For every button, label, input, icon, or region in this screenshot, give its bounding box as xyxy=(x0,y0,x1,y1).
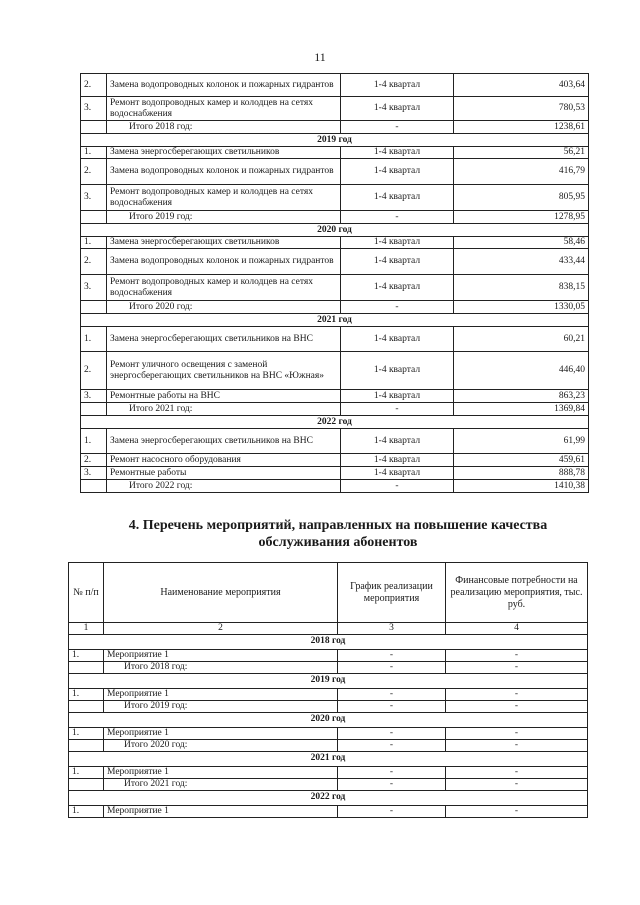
row-number xyxy=(81,480,107,493)
section-4-heading xyxy=(98,517,578,551)
row-period: - xyxy=(341,301,454,314)
table-row xyxy=(81,249,589,275)
row-name: Ремонт водопроводных камер и колодцев на сетях водоснабжения xyxy=(107,97,341,121)
row-finance: - xyxy=(446,661,588,673)
row-finance: - xyxy=(446,727,588,739)
row-finance: - xyxy=(446,649,588,661)
row-finance: - xyxy=(446,739,588,751)
row-number: 2. xyxy=(81,352,107,390)
row-number: 1. xyxy=(69,805,104,817)
row-cost: 863,23 xyxy=(454,390,589,403)
section-4-heading-line1: 4. Перечень мероприятий, направленных на повышение качества xyxy=(128,518,548,533)
total-row xyxy=(69,700,588,712)
row-number: 1. xyxy=(81,237,107,249)
row-name: Итого 2018 год: xyxy=(104,661,338,673)
row-number xyxy=(69,700,104,712)
year-label: 2021 год xyxy=(69,751,588,766)
total-row xyxy=(69,661,588,673)
page-number: 11 xyxy=(314,50,326,64)
table-row xyxy=(69,727,588,739)
row-number: 1. xyxy=(81,147,107,159)
year-label: 2020 год xyxy=(81,224,589,237)
row-schedule: - xyxy=(338,739,446,751)
row-cost: 780,53 xyxy=(454,97,589,121)
row-cost: 1369,84 xyxy=(454,403,589,416)
year-row xyxy=(81,134,589,147)
row-cost: 838,15 xyxy=(454,275,589,301)
row-period: 1-4 квартал xyxy=(341,185,454,211)
row-period: 1-4 квартал xyxy=(341,159,454,185)
row-schedule: - xyxy=(338,778,446,790)
row-name: Замена водопроводных колонок и пожарных гидрантов xyxy=(107,159,341,185)
column-number-row xyxy=(69,623,588,635)
total-row xyxy=(81,211,589,224)
row-cost: 1410,38 xyxy=(454,480,589,493)
row-number: 2. xyxy=(81,74,107,97)
row-number xyxy=(81,211,107,224)
row-period: - xyxy=(341,403,454,416)
row-number: 1. xyxy=(81,327,107,352)
row-period: 1-4 квартал xyxy=(341,327,454,352)
row-period: 1-4 квартал xyxy=(341,352,454,390)
row-period: 1-4 квартал xyxy=(341,390,454,403)
row-name: Ремонт водопроводных камер и колодцев на сетях водоснабжения xyxy=(107,275,341,301)
row-number: 3. xyxy=(81,390,107,403)
row-period: 1-4 квартал xyxy=(341,249,454,275)
col-number-2: 2 xyxy=(104,623,338,635)
row-name: Замена энергосберегающих светильников на ВНС xyxy=(107,429,341,454)
year-row xyxy=(69,634,588,649)
row-name: Замена энергосберегающих светильников на ВНС xyxy=(107,327,341,352)
col-number-1: 1 xyxy=(69,623,104,635)
year-row xyxy=(69,712,588,727)
row-period: 1-4 квартал xyxy=(341,467,454,480)
row-cost: 1278,95 xyxy=(454,211,589,224)
row-number: 3. xyxy=(81,185,107,211)
total-row xyxy=(81,480,589,493)
row-number: 3. xyxy=(81,467,107,480)
row-name: Замена водопроводных колонок и пожарных гидрантов xyxy=(107,249,341,275)
row-number: 2. xyxy=(81,249,107,275)
row-period: 1-4 квартал xyxy=(341,147,454,159)
row-number: 2. xyxy=(81,159,107,185)
row-name: Итого 2021 год: xyxy=(104,778,338,790)
row-period: 1-4 квартал xyxy=(341,97,454,121)
row-cost: 403,64 xyxy=(454,74,589,97)
row-finance: - xyxy=(446,700,588,712)
row-cost: 1330,05 xyxy=(454,301,589,314)
row-number: 1. xyxy=(69,688,104,700)
row-number: 3. xyxy=(81,97,107,121)
table-row xyxy=(81,327,589,352)
section-4-heading-line2: обслуживания абонентов xyxy=(258,535,418,550)
row-schedule: - xyxy=(338,727,446,739)
row-cost: 56,21 xyxy=(454,147,589,159)
row-name: Ремонт водопроводных камер и колодцев на сетях водоснабжения xyxy=(107,185,341,211)
table-row xyxy=(81,185,589,211)
row-name: Ремонтные работы на ВНС xyxy=(107,390,341,403)
row-cost: 61,99 xyxy=(454,429,589,454)
table-row xyxy=(69,766,588,778)
total-row xyxy=(69,778,588,790)
total-row xyxy=(81,403,589,416)
row-name: Замена водопроводных колонок и пожарных гидрантов xyxy=(107,74,341,97)
row-name: Замена энергосберегающих светильников xyxy=(107,237,341,249)
row-number xyxy=(81,301,107,314)
header-finance: Финансовые потребности на реализацию мероприятия, тыс. руб. xyxy=(446,563,588,623)
row-number: 1. xyxy=(81,429,107,454)
table-row xyxy=(69,805,588,817)
row-name: Итого 2022 год: xyxy=(107,480,341,493)
row-cost: 805,95 xyxy=(454,185,589,211)
row-number: 3. xyxy=(81,275,107,301)
year-row xyxy=(69,790,588,805)
row-schedule: - xyxy=(338,766,446,778)
row-finance: - xyxy=(446,688,588,700)
total-row xyxy=(81,121,589,134)
col-number-3: 3 xyxy=(338,623,446,635)
total-row xyxy=(69,739,588,751)
table-row xyxy=(81,97,589,121)
row-number: 1. xyxy=(69,649,104,661)
table-row xyxy=(81,275,589,301)
row-name: Мероприятие 1 xyxy=(104,688,338,700)
row-cost: 446,40 xyxy=(454,352,589,390)
year-row xyxy=(81,224,589,237)
year-row xyxy=(69,673,588,688)
table-row xyxy=(81,390,589,403)
table-header-row xyxy=(69,563,588,623)
row-name: Мероприятие 1 xyxy=(104,805,338,817)
year-row xyxy=(69,751,588,766)
row-number xyxy=(81,121,107,134)
row-schedule: - xyxy=(338,661,446,673)
row-period: 1-4 квартал xyxy=(341,275,454,301)
row-schedule: - xyxy=(338,700,446,712)
row-period: - xyxy=(341,480,454,493)
total-row xyxy=(81,301,589,314)
row-name: Ремонт насосного оборудования xyxy=(107,454,341,467)
year-label: 2018 год xyxy=(69,634,588,649)
header-name: Наименование мероприятия xyxy=(104,563,338,623)
row-period: - xyxy=(341,211,454,224)
row-number: 1. xyxy=(69,766,104,778)
year-label: 2019 год xyxy=(69,673,588,688)
row-period: 1-4 квартал xyxy=(341,237,454,249)
table-row xyxy=(81,454,589,467)
row-cost: 1238,61 xyxy=(454,121,589,134)
row-schedule: - xyxy=(338,688,446,700)
row-name: Ремонтные работы xyxy=(107,467,341,480)
col-number-4: 4 xyxy=(446,623,588,635)
row-name: Итого 2019 год: xyxy=(104,700,338,712)
row-cost: 60,21 xyxy=(454,327,589,352)
header-schedule: График реализации мероприятия xyxy=(338,563,446,623)
table-row xyxy=(81,352,589,390)
row-period: - xyxy=(341,121,454,134)
table-row xyxy=(81,74,589,97)
service-quality-table xyxy=(68,562,588,818)
row-name: Итого 2018 год: xyxy=(107,121,341,134)
table-row xyxy=(81,467,589,480)
row-number xyxy=(69,778,104,790)
year-label: 2022 год xyxy=(69,790,588,805)
row-name: Итого 2021 год: xyxy=(107,403,341,416)
year-row xyxy=(81,314,589,327)
row-name: Замена энергосберегающих светильников xyxy=(107,147,341,159)
row-name: Итого 2020 год: xyxy=(107,301,341,314)
row-name: Мероприятие 1 xyxy=(104,649,338,661)
row-number xyxy=(69,739,104,751)
row-period: 1-4 квартал xyxy=(341,454,454,467)
year-row xyxy=(81,416,589,429)
row-number: 2. xyxy=(81,454,107,467)
row-schedule: - xyxy=(338,649,446,661)
row-name: Итого 2020 год: xyxy=(104,739,338,751)
row-period: 1-4 квартал xyxy=(341,429,454,454)
table-row xyxy=(69,649,588,661)
row-cost: 433,44 xyxy=(454,249,589,275)
table-row xyxy=(69,688,588,700)
row-name: Мероприятие 1 xyxy=(104,727,338,739)
year-label: 2021 год xyxy=(81,314,589,327)
row-cost: 416,79 xyxy=(454,159,589,185)
row-cost: 459,61 xyxy=(454,454,589,467)
row-name: Ремонт уличного освещения с заменой энергосберегающих светильников на ВНС «Южная» xyxy=(107,352,341,390)
row-number xyxy=(69,661,104,673)
measures-table xyxy=(80,73,589,493)
year-label: 2022 год xyxy=(81,416,589,429)
header-num: № п/п xyxy=(69,563,104,623)
row-finance: - xyxy=(446,766,588,778)
row-number: 1. xyxy=(69,727,104,739)
row-name: Мероприятие 1 xyxy=(104,766,338,778)
row-cost: 888,78 xyxy=(454,467,589,480)
row-number xyxy=(81,403,107,416)
table-row xyxy=(81,159,589,185)
year-label: 2020 год xyxy=(69,712,588,727)
row-cost: 58,46 xyxy=(454,237,589,249)
row-finance: - xyxy=(446,778,588,790)
table-row xyxy=(81,429,589,454)
row-name: Итого 2019 год: xyxy=(107,211,341,224)
table-row xyxy=(81,237,589,249)
row-schedule: - xyxy=(338,805,446,817)
row-period: 1-4 квартал xyxy=(341,74,454,97)
year-label: 2019 год xyxy=(81,134,589,147)
table-row xyxy=(81,147,589,159)
row-finance: - xyxy=(446,805,588,817)
